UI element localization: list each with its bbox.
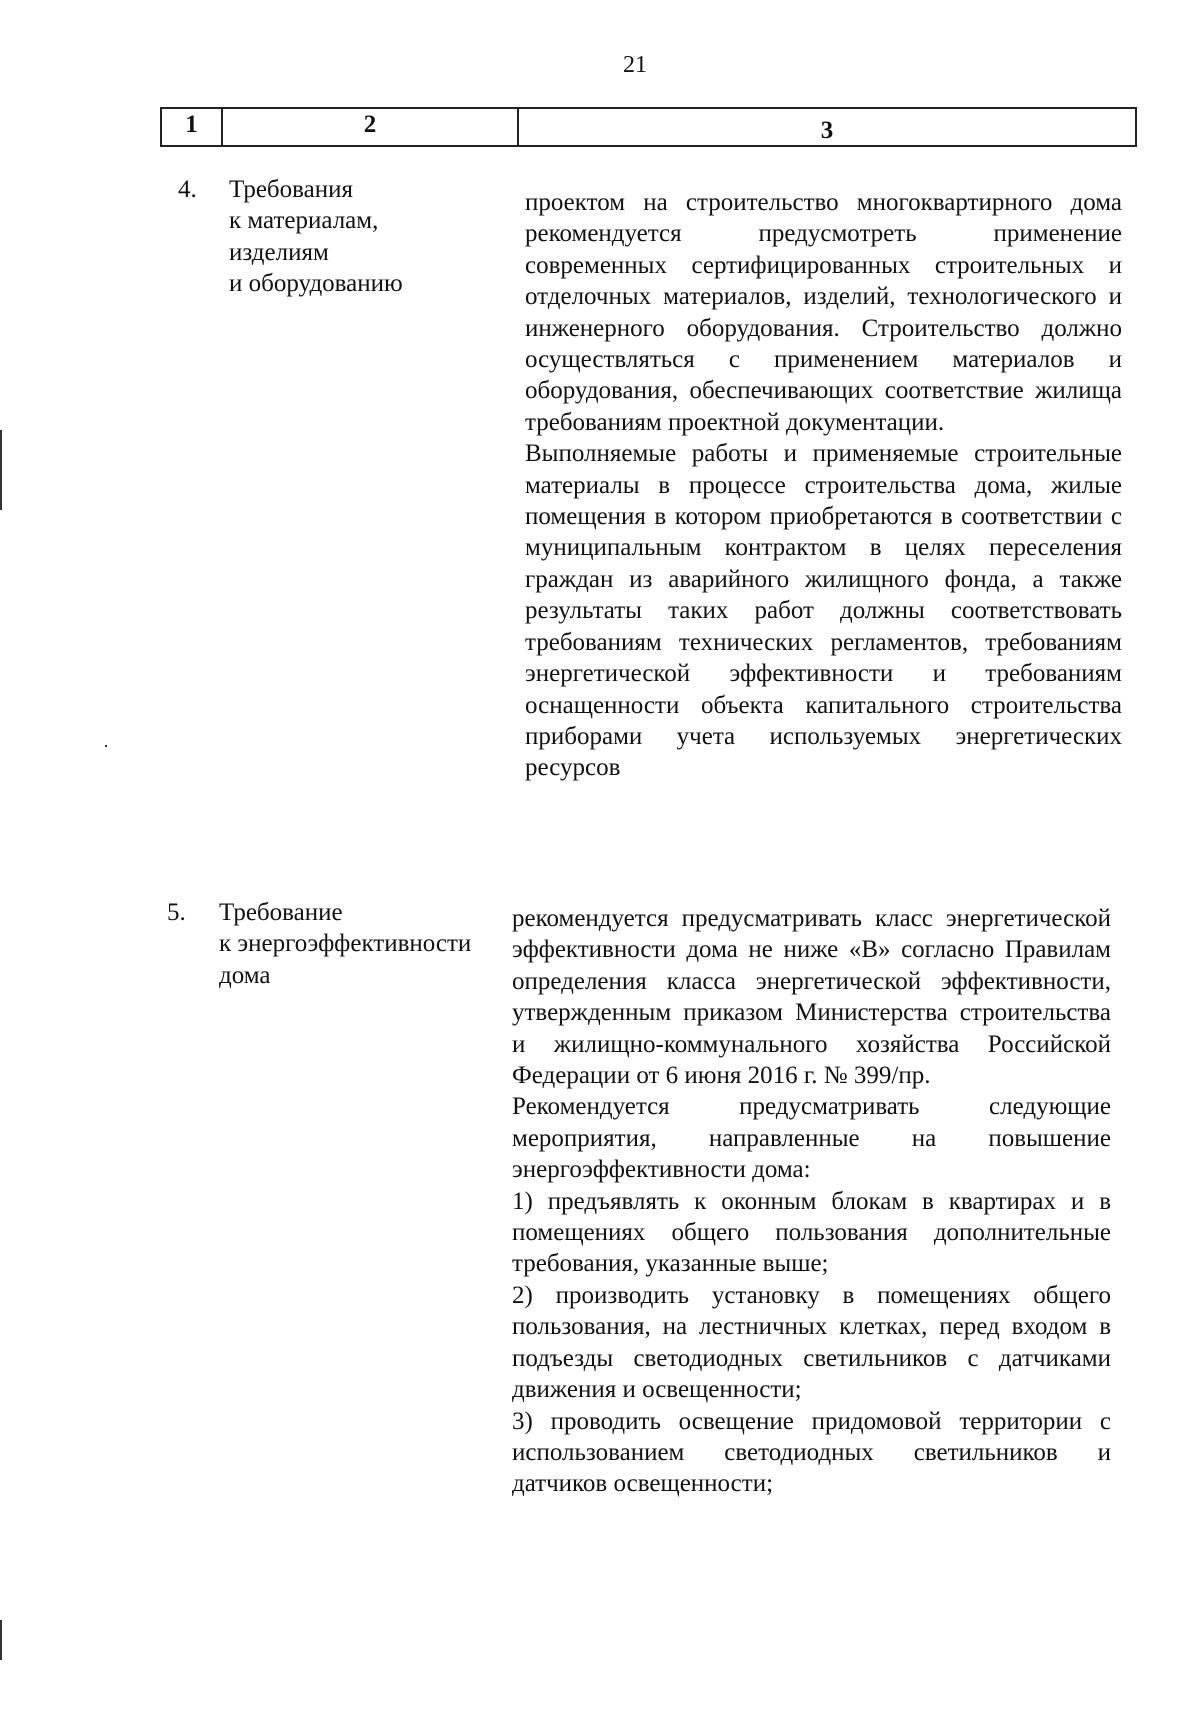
row-title: [229, 174, 403, 300]
scan-margin-mark: [0, 1620, 2, 1660]
row-title-line: Требование: [219, 899, 343, 926]
row-title-line: к материалам,: [229, 207, 379, 235]
description-paragraph: проектом на строительство многоквартирного дома рекомендуется предусмотреть применение современных сертифицированных строительных и отделочных материалов, изделий, технологического и инженерного оборудования. Строительство должно осуществляться с применением материалов и оборудования, обеспечивающих соответствие жилища требованиям проектной документации.: [525, 189, 1122, 436]
list-item: 3) проводить освещение придомовой территории с использованием светодиодных светильников и датчиков освещенности;: [512, 1407, 1111, 1498]
row-title-line: к энергоэффективности: [219, 930, 472, 958]
page-number: 21: [623, 52, 647, 78]
description-paragraph: Рекомендуется предусматривать следующие мероприятия, направленные на повышение энергоэффективности дома:: [512, 1093, 1111, 1184]
list-item: 2) производить установку в помещениях общего пользования, на лестничных клетках, перед входом в подъезды светодиодных светильников с датчиками движения и освещенности;: [512, 1281, 1111, 1404]
row-title-line: Требования: [229, 176, 353, 203]
row-number: 4.: [178, 176, 197, 203]
row-number: 5.: [167, 899, 186, 926]
description-paragraph: рекомендуется предусматривать класс энергетической эффективности дома не ниже «В» согласно Правилам определения класса энергетической эффективности, утвержденным приказом Министерства строительства и жилищно-коммунального хозяйства Российской Федерации от 6 июня 2016 г. № 399/пр.: [512, 905, 1111, 1090]
column-header-table: [160, 107, 1137, 147]
row-title-line: изделиям: [229, 238, 329, 266]
row-description: [512, 903, 1111, 1500]
scan-margin-mark: [0, 430, 2, 510]
column-header-3: 3: [518, 108, 1136, 146]
description-paragraph: Выполняемые работы и применяемые строительные материалы в процессе строительства дома, жилые помещения в котором приобретаются в соответствии с муниципальным контрактом в целях переселения граждан из аварийного жилищного фонда, а также результаты таких работ должны соответствовать требованиям технических регламентов, требованиям энергетической эффективности и требованиям оснащенности объекта капитального строительства приборами учета используемых энергетических ресурсов: [525, 440, 1122, 782]
column-header-1: 1: [161, 108, 222, 146]
scan-speck: [105, 745, 107, 747]
row-description: [525, 187, 1122, 784]
row-title: [219, 897, 471, 991]
row-title-line: дома: [219, 961, 271, 989]
list-item: 1) предъявлять к оконным блокам в квартирах и в помещениях общего пользования дополнительные требования, указанные выше;: [512, 1187, 1111, 1278]
column-header-2: 2: [222, 108, 518, 146]
row-title-line: и оборудованию: [229, 270, 403, 298]
